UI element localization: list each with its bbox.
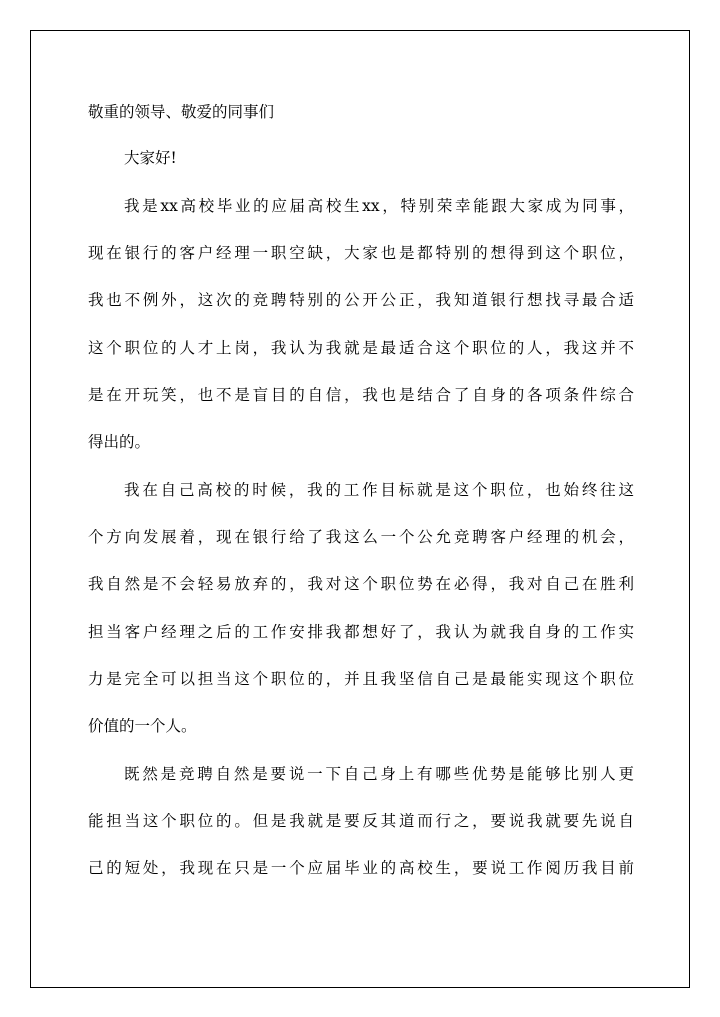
paragraph-3-line-2: 能担当这个职位的。但是我就是要反其道而行之，要说我就要先说自 — [88, 812, 634, 830]
paragraph-1-line-3: 我也不例外，这次的竞聘特别的公开公正，我知道银行想找寻最合适 — [88, 291, 634, 309]
paragraph-3-line-1: 既然是竞聘自然是要说一下自己身上有哪些优势是能够比别人更 — [124, 765, 634, 783]
paragraph-1-line-4: 这个职位的人才上岗，我认为我就是最适合这个职位的人，我这并不 — [88, 339, 634, 357]
opening-line: 大家好! — [124, 149, 177, 167]
page-border — [30, 30, 690, 988]
paragraph-2-line-3: 我自然是不会轻易放弃的，我对这个职位势在必得，我对自己在胜利 — [88, 575, 634, 593]
paragraph-1-line-6: 得出的。 — [88, 433, 151, 451]
greeting-line: 敬重的领导、敬爱的同事们 — [88, 103, 275, 121]
paragraph-3-line-3: 己的短处，我现在只是一个应届毕业的高校生，要说工作阅历我目前 — [88, 859, 634, 877]
paragraph-2-line-6: 价值的一个人。 — [88, 717, 197, 735]
paragraph-1-line-2: 现在银行的客户经理一职空缺，大家也是都特别的想得到这个职位， — [88, 244, 634, 262]
paragraph-2-line-5: 力是完全可以担当这个职位的，并且我坚信自己是最能实现这个职位 — [88, 670, 634, 688]
paragraph-2-line-4: 担当客户经理之后的工作安排我都想好了，我认为就我自身的工作实 — [88, 623, 634, 641]
paragraph-1-line-1: 我是xx高校毕业的应届高校生xx，特别荣幸能跟大家成为同事， — [124, 197, 634, 215]
paragraph-2-line-2: 个方向发展着，现在银行给了我这么一个公允竞聘客户经理的机会， — [88, 528, 634, 546]
paragraph-1-line-5: 是在开玩笑，也不是盲目的自信，我也是结合了自身的各项条件综合 — [88, 386, 634, 404]
paragraph-2-line-1: 我在自己高校的时候，我的工作目标就是这个职位，也始终往这 — [124, 481, 634, 499]
